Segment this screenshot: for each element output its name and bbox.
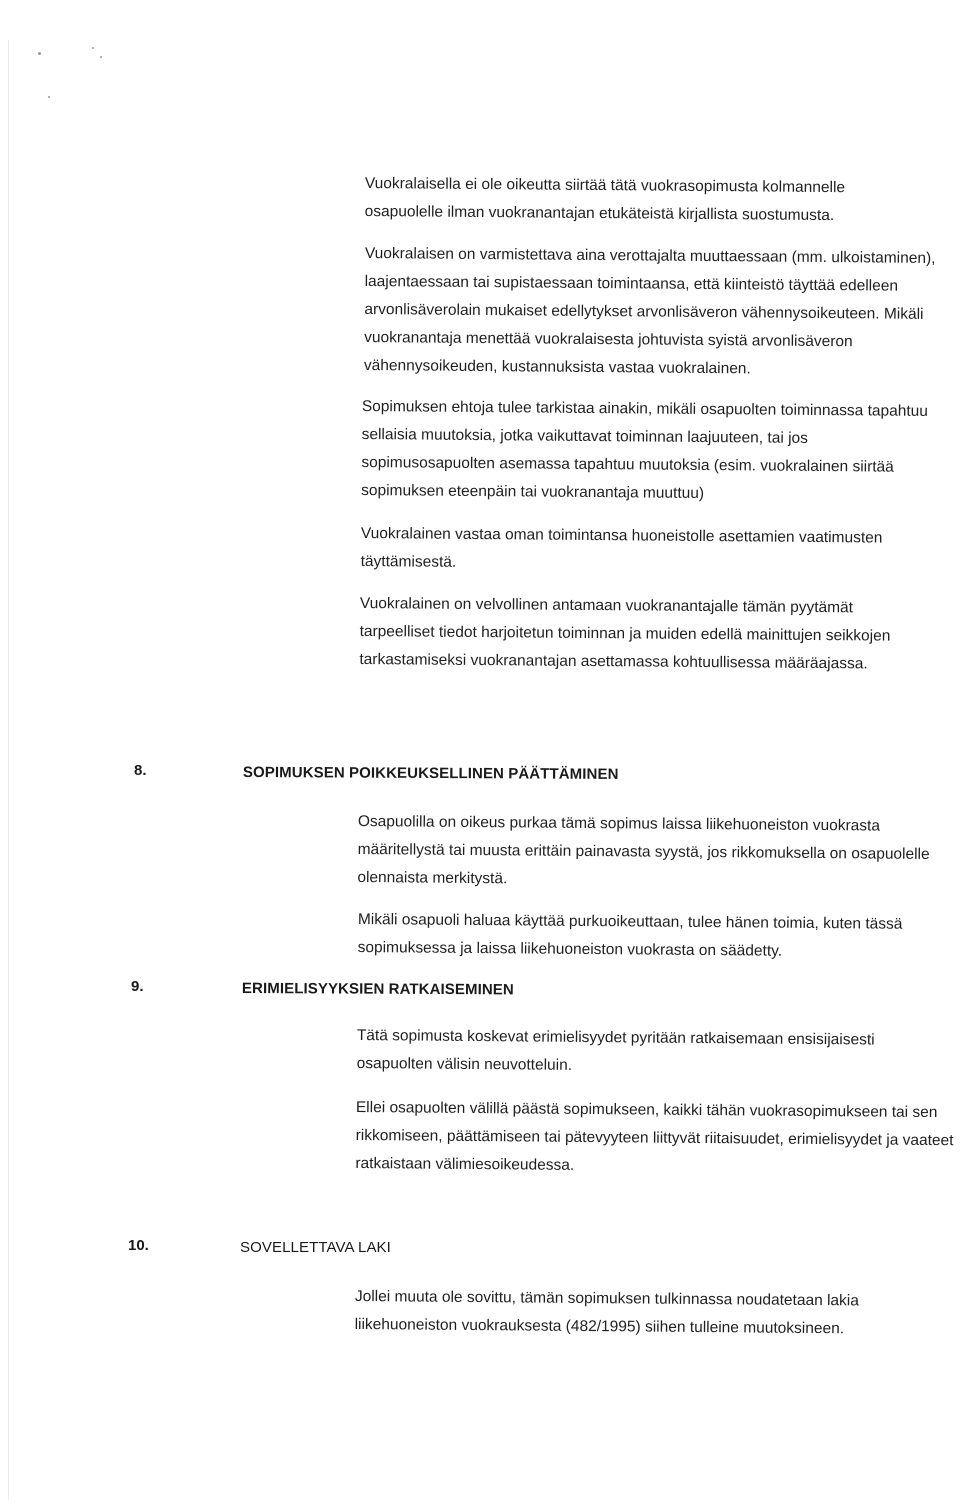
- paragraph-sublet-consent: Vuokralaisella ei ole oikeutta siirtää tätä vuokrasopimusta kolmannelle osapuolelle ilman vuokranantajan etukäteistä kirjallista suostumusta.: [364, 174, 846, 225]
- scan-speck: [92, 47, 94, 49]
- section-paragraph: Tätä sopimusta koskevat erimielisyydet pyritään ratkaisemaan ensisijaisesti osapuolten välisin neuvotteluin.: [356, 1026, 875, 1074]
- section-paragraph: Mikäli osapuoli haluaa käyttää purkuoikeuttaan, tulee hänen toimia, kuten tässä sopimuksessa ja laissa liikehuoneiston vuokrasta on säädetty.: [357, 910, 903, 960]
- section-heading: SOVELLETTAVA LAKI: [240, 1239, 391, 1256]
- section-heading: SOPIMUKSEN POIKKEUKSELLINEN PÄÄTTÄMINEN: [242, 764, 619, 783]
- section-paragraph: Osapuolilla on oikeus purkaa tämä sopimus laissa liikehuoneiston vuokrasta määritellystä tai muusta erittäin painavasta syystä, jos rikkomuksella on osapuolelle olennaista merkitystä.: [357, 812, 930, 888]
- section-paragraph: Ellei osapuolten välillä päästä sopimukseen, kaikki tähän vuokrasopimukseen tai sen rikkomiseen, päättämiseen tai pätevyyteen liittyvät riitaisuudet, erimielisyydet ja vaateet ratkaistaan välimiesoikeudessa.: [355, 1098, 954, 1174]
- scan-speck: [48, 96, 50, 98]
- section-number: 10.: [128, 1237, 149, 1254]
- scan-speck: [38, 52, 41, 55]
- section-paragraph: Jollei muuta ole sovittu, tämän sopimuksen tulkinnassa noudatetaan lakia liikehuoneiston vuokrauksesta (482/1995) siihen tulleine muutoksineen.: [354, 1287, 859, 1338]
- paragraph-terms-review: Sopimuksen ehtoja tulee tarkistaa ainakin, mikäli osapuolten toiminnassa tapahtuu sellaisia muutoksia, jotka vaikuttavat toiminnan laajuuteen, tai jos sopimusosapuolten asemassa tapahtuu muutoksia (esim. vuokralainen siirtää sopimuksen eteenpäin tai vuokranantaja muuttuu): [361, 397, 929, 502]
- scan-margin-line: [8, 40, 9, 1500]
- section-number: 9.: [131, 978, 144, 995]
- paragraph-information-duty: Vuokralainen on velvollinen antamaan vuokranantajalle tämän pyytämät tarpeelliset tiedot harjoitetun toiminnan ja muiden edellä mainittujen seikkojen tarkastamiseksi vuokranantajan asettamassa kohtuullisessa määräajassa.: [359, 594, 891, 673]
- paragraph-vat-requirements: Vuokralaisen on varmistettava aina verottajalta muuttaessaan (mm. ulkoistaminen), laajentaessaan tai supistaessaan toimintaansa, että kiinteistö täyttää edelleen arvonlisäverolain mukaiset edellytykset arvonlisäveron vähennysoikeuteen. Mikäli vuokranantaja menettää vuokralaisesta johtuvista syistä arvonlisäveron vähennysoikeuden, kustannuksista vastaa vuokralainen.: [363, 244, 936, 378]
- section-number: 8.: [134, 762, 147, 779]
- paragraph-tenant-requirements: Vuokralainen vastaa oman toimintansa huoneistolle asettamien vaatimusten täyttämisestä.: [360, 524, 883, 571]
- section-heading: ERIMIELISYYKSIEN RATKAISEMINEN: [241, 980, 514, 999]
- scan-speck: [100, 56, 102, 58]
